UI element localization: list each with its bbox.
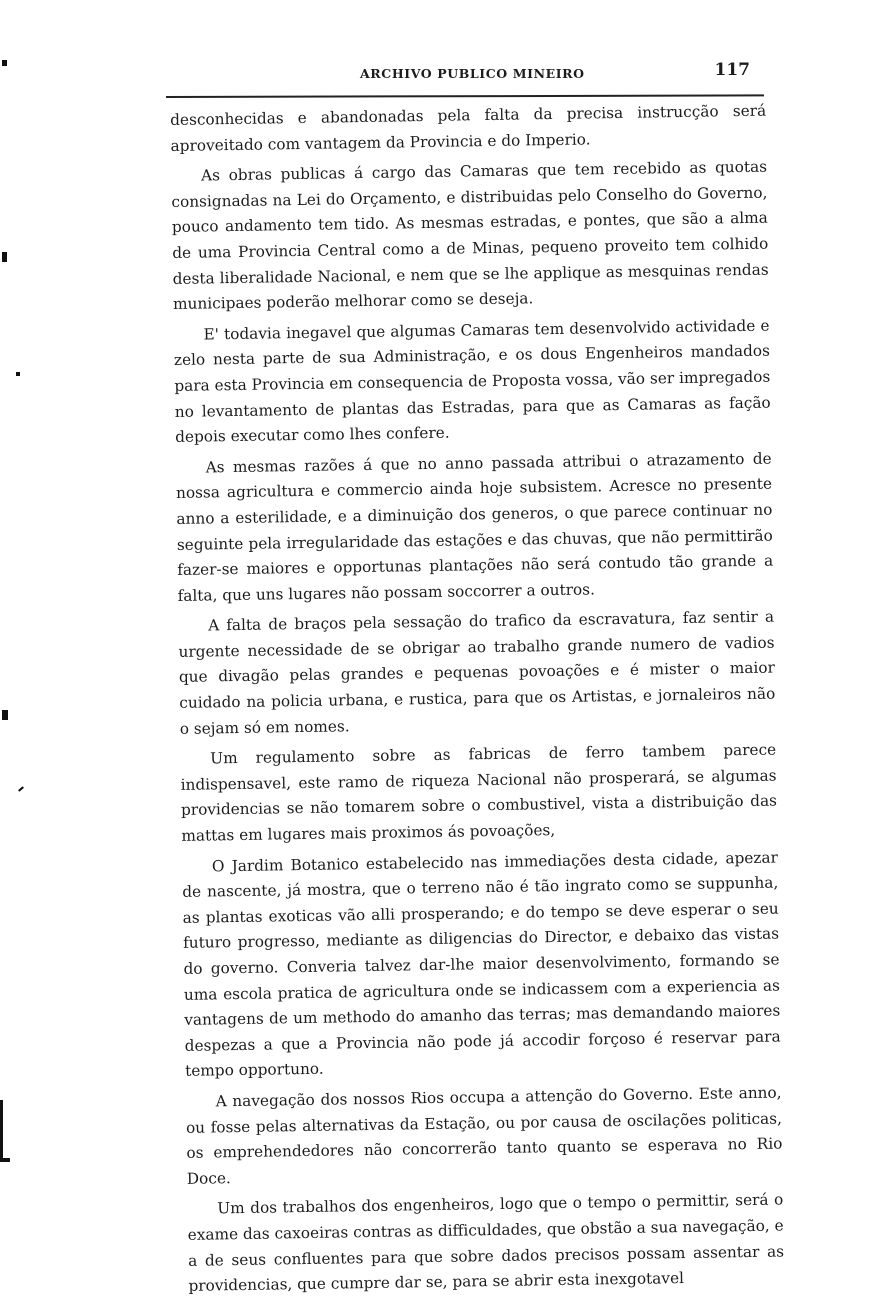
page-number: 117 xyxy=(714,60,750,80)
margin-mark-2 xyxy=(2,252,7,262)
margin-mark-6 xyxy=(0,1100,3,1162)
margin-mark-1 xyxy=(2,60,7,66)
paragraph: As obras publicas á cargo das Camaras que tem recebido as quotas consignadas na Lei do Orçamento, e distribuidas pelo Conselho do Governo, pouco andamento tem tido. As mesmas estradas, e pontes, que são a alma de uma Provincia Central como a de Minas, pequeno proveito tem colhido desta liberalidade Nacional, e nem que se lhe applique as mesquinas rendas municipaes poderão melhorar como se deseja. xyxy=(171,157,769,314)
paragraph: desconhecidas e abandonadas pela falta da precisa instrucção será aproveitado com vantagem da Provincia e do Imperio. xyxy=(170,101,767,155)
paragraph: A falta de braços pela sessação do trafico da escravatura, faz sentir a urgente necessidade de se obrigar ao trabalho grande numero de vadios que divagão pelas grandes e pequenas povoações e é mister o maior cuidado na policia urbana, e rustica, para que os Artistas, e jornaleiros não o sejam só em nomes. xyxy=(178,607,776,738)
header-rule xyxy=(166,94,764,98)
paragraph: E' todavia inegavel que algumas Camaras tem desenvolvido actividade e zelo nesta parte de sua Administração, e os dous Engenheiros mandados para esta Provincia em consequencia de Proposta vossa, vão ser impregados no levantamento de plantas das Estradas, para que as Camaras as fação depois executar como lhes confere. xyxy=(173,316,771,447)
paragraph: O Jardim Botanico estabelecido nas immediações desta cidade, apezar de nascente, já mostra, que o terreno não é tão ingrato como se suppunha, as plantas exoticas vão alli prosperando; e do tempo se deve esperar o seu futuro progresso, mediante as diligencias do Director, e debaixo das vistas do governo. Converia talvez dar-lhe maior desenvolvimento, formando se uma escola pratica de agricultura onde se indicassem com a experiencia as vantagens de um methodo do amanho das terras; mas demandando maiores despezas a que a Provincia não pode já accodir forçoso é reservar para tempo opportuno. xyxy=(182,848,781,1081)
margin-mark-5 xyxy=(18,786,24,791)
paragraph: Um dos trabalhos dos engenheiros, logo que o tempo o permittir, será o exame das caxoeiras contras as difficuldades, que obstão a sua navegação, e a de seus confluentes para que sobre dados precisos possam assentar as providencias, que cumpre dar se, para se abrir esta inexgotavel xyxy=(187,1190,785,1295)
margin-mark-3 xyxy=(16,372,20,376)
body-text xyxy=(170,99,785,1305)
margin-mark-4 xyxy=(2,710,8,720)
paragraph: Um regulamento sobre as fabricas de ferro tambem parece indispensavel, este ramo de riqueza Nacional não prosperará, se algumas providencias se não tomarem sobre o combustivel, vista a distribuição das mattas em lugares mais proximos ás povoações, xyxy=(180,740,778,845)
paragraph: As mesmas razões á que no anno passada attribui o atrazamento de nossa agricultura e commercio ainda hoje subsistem. Acresce no presente anno a esterilidade, e a diminuição dos generos, o que parece continuar no seguinte pela irregularidade das estações e das chuvas, que não permittirão fazer-se maiores e opportunas plantações não será contudo tão grande a falta, que uns lugares não possam soccorrer a outros. xyxy=(175,449,774,605)
running-head xyxy=(168,62,758,86)
paragraph: A navegação dos nossos Rios occupa a attenção do Governo. Este anno, ou fosse pelas alternativas da Estação, ou por causa de oscilações politicas, os emprehendedores não concorrerão tanto quanto se esperava no Rio Doce. xyxy=(185,1083,783,1188)
running-title: ARCHIVO PUBLICO MINEIRO xyxy=(360,66,585,81)
margin-mark-7 xyxy=(0,1158,10,1162)
